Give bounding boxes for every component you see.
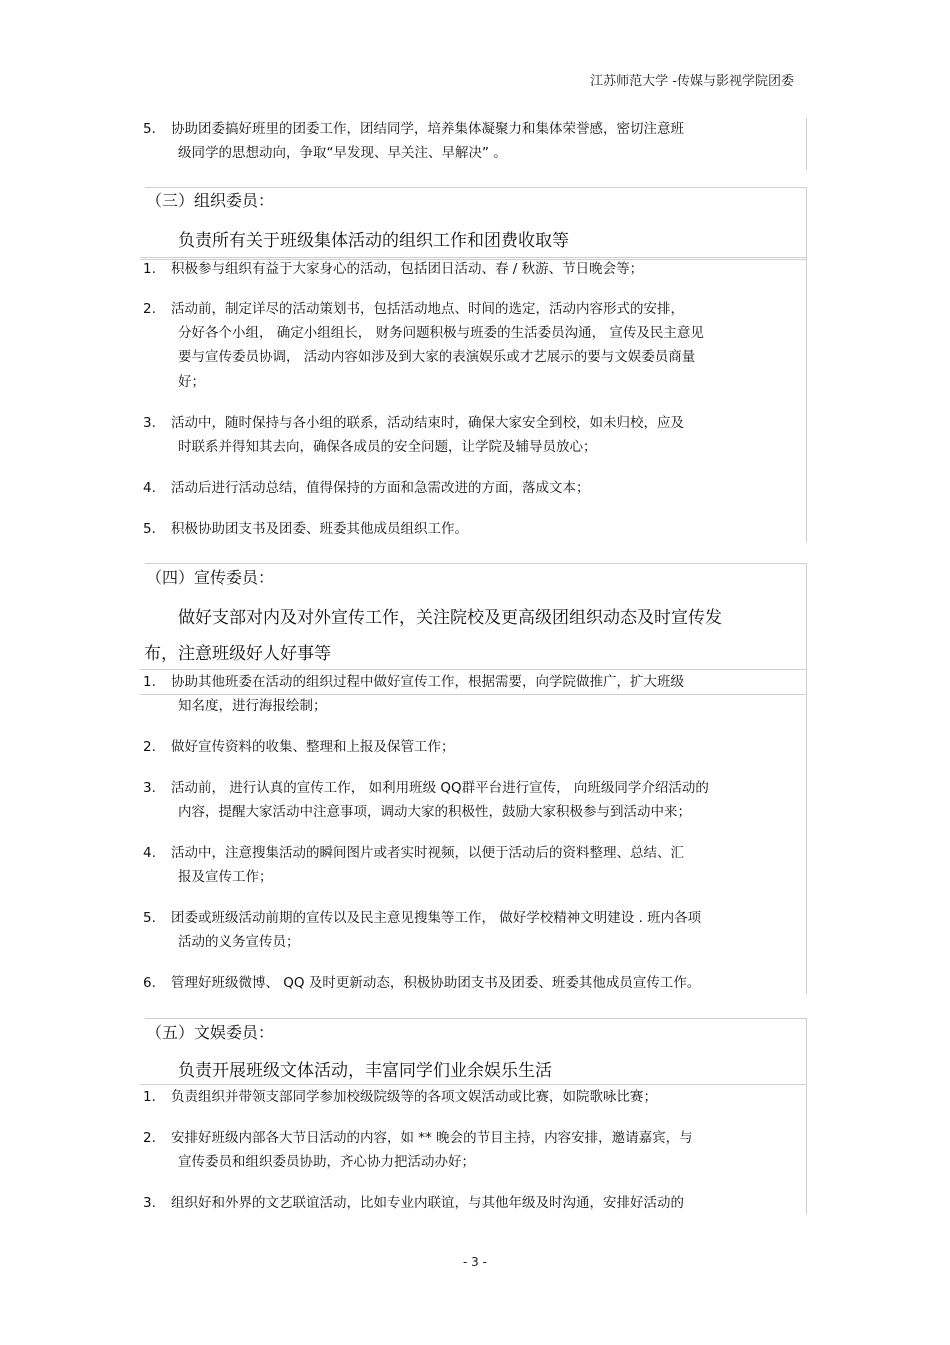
- item-text: 组织好和外界的文艺联谊活动，比如专业内联谊，与其他年级及时沟通，安排好活动的: [171, 1195, 684, 1211]
- item-number: 1.: [143, 1089, 156, 1105]
- page-header: 江苏师范大学 -传媒与影视学院团委: [590, 74, 794, 89]
- item-number: 5.: [143, 910, 156, 926]
- table-border: [806, 1084, 807, 1214]
- item-text: 活动前，制定详尽的活动策划书，包括活动地点、时间的选定，活动内容形式的安排，: [171, 301, 684, 317]
- table-border: [806, 669, 807, 994]
- item-continuation: 时联系并得知其去向，确保各成员的安全问题，让学院及辅导员放心；: [178, 439, 597, 455]
- item-continuation: 知名度，进行海报绘制；: [178, 698, 327, 714]
- item-number: 5.: [143, 521, 156, 537]
- section-duty: 做好支部对内及对外宣传工作，关注院校及更高级团组织动态及时宣传发: [178, 608, 722, 628]
- item-text: 协助团委搞好班里的团委工作，团结同学，培养集体凝聚力和集体荣誉感，密切注意班: [171, 121, 684, 137]
- item-continuation: 要与宣传委员协调， 活动内容如涉及到大家的表演娱乐或才艺展示的要与文娱委员商量: [178, 349, 696, 365]
- section-duty-continuation: 布，注意班级好人好事等: [144, 644, 331, 664]
- list-item: [143, 117, 684, 141]
- item-continuation: 内容，提醒大家活动中注意事项，调动大家的积极性，鼓励大家积极参与到活动中来；: [178, 804, 691, 820]
- list-item: [143, 670, 684, 694]
- page-number: - 3 -: [463, 1255, 487, 1269]
- item-text: 活动后进行活动总结，值得保持的方面和急需改进的方面，落成文本；: [171, 480, 590, 496]
- item-text: 活动前， 进行认真的宣传工作， 如利用班级 QQ群平台进行宣传， 向班级同学介绍活动的: [171, 780, 709, 796]
- list-item: [143, 476, 590, 500]
- item-text: 团委或班级活动前期的宣传以及民主意见搜集等工作， 做好学校精神文明建设 . 班内各项: [171, 910, 702, 926]
- section-duty: 负责所有关于班级集体活动的组织工作和团费收取等: [178, 231, 569, 251]
- table-border: [806, 257, 807, 542]
- table-border: [806, 118, 807, 170]
- list-item: [143, 776, 709, 800]
- item-number: 1.: [143, 674, 156, 690]
- item-text: 管理好班级微博、 QQ 及时更新动态，积极协助团支书及团委、班委其他成员宣传工作。: [171, 975, 701, 991]
- item-continuation: 活动的义务宣传员；: [178, 934, 300, 950]
- item-text: 做好宣传资料的收集、整理和上报及保管工作；: [171, 739, 455, 755]
- item-number: 6.: [143, 975, 156, 991]
- section-duty: 负责开展班级文体活动，丰富同学们业余娱乐生活: [178, 1061, 552, 1081]
- item-number: 4.: [143, 845, 156, 861]
- section-title-organization: （三）组织委员：: [146, 191, 275, 210]
- item-continuation: 宣传委员和组织委员协助，齐心协力把活动办好；: [178, 1154, 475, 1170]
- list-item: [143, 517, 468, 541]
- item-text: 活动中，注意搜集活动的瞬间图片或者实时视频，以便于活动后的资料整理、总结、汇: [171, 845, 684, 861]
- item-number: 2.: [143, 1130, 156, 1146]
- item-number: 2.: [143, 301, 156, 317]
- item-number: 4.: [143, 480, 156, 496]
- list-item: [143, 257, 643, 281]
- item-text: 负责组织并带领支部同学参加校级院级等的各项文娱活动或比赛，如院歌咏比赛；: [171, 1089, 657, 1105]
- list-item: [143, 411, 684, 435]
- list-item: [143, 906, 701, 930]
- item-number: 3.: [143, 780, 156, 796]
- list-item: [143, 971, 700, 995]
- item-continuation: 分好各个小组， 确定小组组长， 财务问题积极与班委的生活委员沟通， 宣传及民主意见: [178, 325, 704, 341]
- section-title-entertainment: （五）文娱委员：: [146, 1023, 275, 1042]
- item-continuation: 报及宣传工作；: [178, 869, 273, 885]
- item-text: 积极参与组织有益于大家身心的活动，包括团日活动、春 / 秋游、节日晚会等；: [171, 261, 644, 277]
- item-text: 安排好班级内部各大节日活动的内容，如 ** 晚会的节目主持，内容安排，邀请嘉宾，与: [171, 1130, 693, 1146]
- list-item: [143, 1085, 657, 1109]
- list-item: [143, 735, 455, 759]
- item-number: 2.: [143, 739, 156, 755]
- list-item: [143, 297, 684, 321]
- item-number: 1.: [143, 261, 156, 277]
- list-item: [143, 1191, 684, 1215]
- section-title-publicity: （四）宣传委员：: [146, 568, 275, 587]
- list-item: [143, 841, 684, 865]
- item-number: 3.: [143, 1195, 156, 1211]
- item-number: 3.: [143, 415, 156, 431]
- item-text: 协助其他班委在活动的组织过程中做好宣传工作，根据需要，向学院做推广，扩大班级: [171, 674, 684, 690]
- item-text: 积极协助团支书及团委、班委其他成员组织工作。: [171, 521, 468, 537]
- item-number: 5.: [143, 121, 156, 137]
- item-text: 活动中，随时保持与各小组的联系，活动结束时，确保大家安全到校，如未归校，应及: [171, 415, 684, 431]
- list-item: [143, 1126, 693, 1150]
- item-continuation: 好；: [178, 374, 205, 390]
- item-continuation: 级同学的思想动向，争取“早发现、早关注、早解决” 。: [178, 145, 507, 161]
